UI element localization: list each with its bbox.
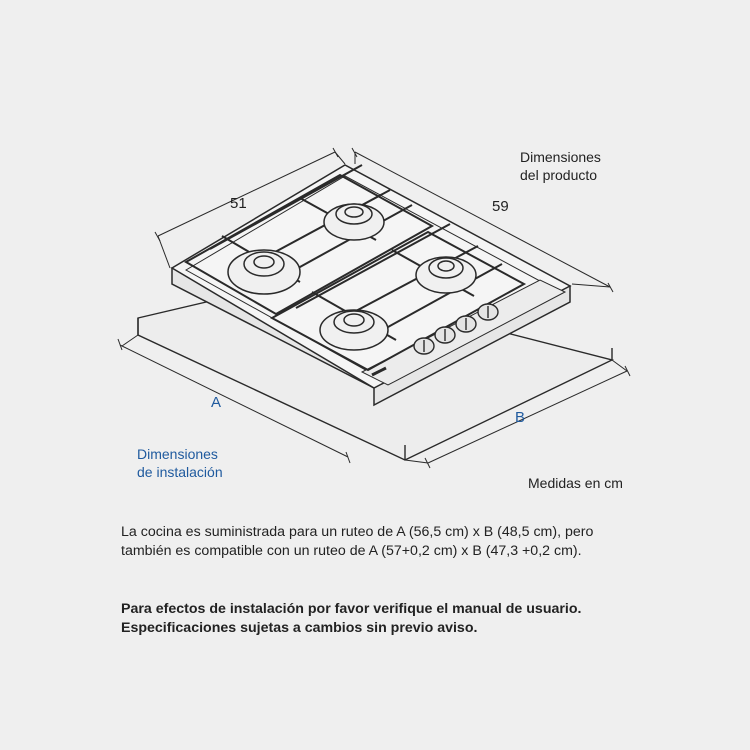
installation-note-line2: Especificaciones sujetas a cambios sin previo aviso. <box>121 620 478 636</box>
units-note: Medidas en cm <box>528 475 623 491</box>
cutout-a-label: A <box>211 394 222 411</box>
burner-front-right <box>416 257 476 293</box>
width-value-label: 51 <box>230 195 247 212</box>
compatibility-note <box>121 523 641 561</box>
depth-value-label: 59 <box>492 198 509 215</box>
burner-back-left <box>228 250 300 294</box>
product-dimensions-line2: del producto <box>520 167 598 183</box>
product-dimensions-label <box>520 148 601 184</box>
product-dimensions-line1: Dimensiones <box>520 149 601 165</box>
installation-dimensions-line1: Dimensiones <box>137 446 218 462</box>
compatibility-note-line1: La cocina es suministrada para un ruteo de A (56,5 cm) x B (48,5 cm), pero <box>121 524 594 540</box>
installation-note-line1: Para efectos de instalación por favor verifique el manual de usuario. <box>121 601 582 617</box>
burner-back-right <box>324 204 384 240</box>
installation-dimensions-line2: de instalación <box>137 464 223 480</box>
burner-front-left <box>320 310 388 350</box>
installation-note <box>121 600 641 638</box>
cutout-b-label: B <box>515 409 526 426</box>
installation-dimensions-label <box>137 445 223 481</box>
compatibility-note-line2: también es compatible con un ruteo de A (57+0,2 cm) x B (47,3 +0,2 cm). <box>121 543 582 559</box>
